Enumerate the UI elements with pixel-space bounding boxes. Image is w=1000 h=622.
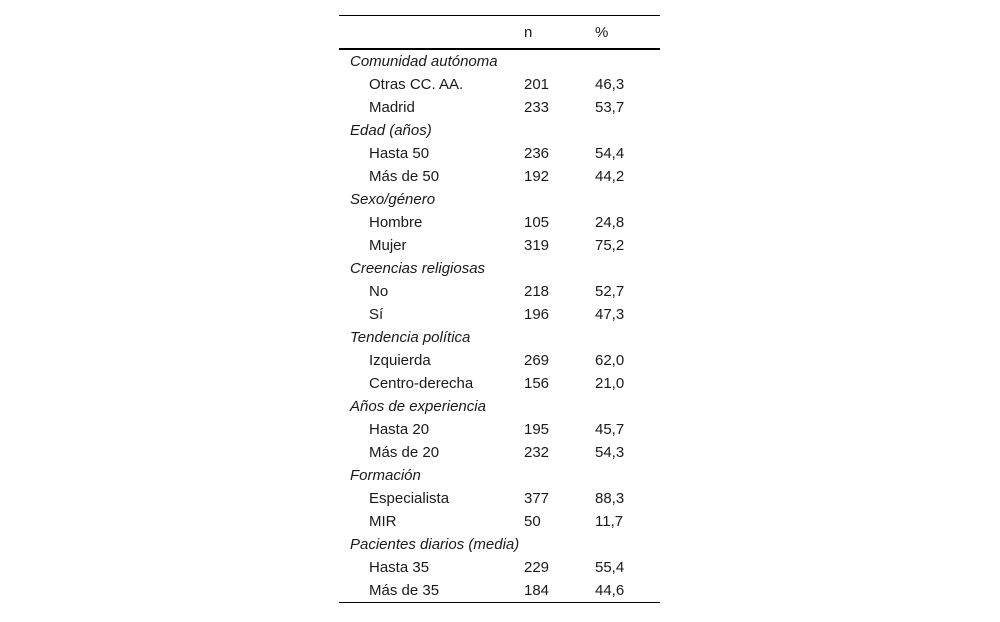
table-body	[339, 49, 660, 603]
group-row	[339, 49, 660, 73]
group-row	[339, 257, 660, 280]
table-row	[339, 96, 660, 119]
row-pct: 55,4	[595, 559, 625, 576]
row-label: Sí	[369, 306, 384, 323]
table-row	[339, 165, 660, 188]
row-pct: 44,6	[595, 579, 660, 603]
group-title: Pacientes diarios (media)	[350, 536, 520, 553]
table-row	[339, 349, 660, 372]
data-table-container	[339, 15, 660, 603]
group-row	[339, 119, 660, 142]
row-label: Más de 35	[339, 579, 524, 603]
row-n: 319	[524, 237, 550, 254]
row-label: Más de 20	[369, 444, 440, 461]
group-title: Edad (años)	[350, 122, 432, 139]
row-label: Hombre	[369, 214, 423, 231]
row-n: 192	[524, 168, 550, 185]
table-header	[339, 16, 660, 50]
row-n: 377	[524, 490, 550, 507]
row-n: 233	[524, 99, 550, 116]
row-n: 196	[524, 306, 550, 323]
row-label: Izquierda	[369, 352, 431, 369]
group-title: Años de experiencia	[350, 398, 486, 415]
row-pct: 53,7	[595, 99, 625, 116]
table-row	[339, 418, 660, 441]
table-row	[339, 73, 660, 96]
group-row	[339, 188, 660, 211]
row-pct: 21,0	[595, 375, 625, 392]
row-n: 50	[524, 513, 541, 530]
table-row	[339, 280, 660, 303]
row-n: 236	[524, 145, 550, 162]
row-label: Hasta 35	[369, 559, 430, 576]
row-label: Mujer	[369, 237, 407, 254]
table-row	[339, 510, 660, 533]
row-pct: 52,7	[595, 283, 625, 300]
row-label: Otras CC. AA.	[369, 76, 464, 93]
group-title: Comunidad autónoma	[350, 53, 498, 70]
row-label: Hasta 50	[369, 145, 430, 162]
table-row	[339, 487, 660, 510]
table-row	[339, 211, 660, 234]
table-row	[339, 556, 660, 579]
row-pct: 47,3	[595, 306, 625, 323]
row-pct: 24,8	[595, 214, 625, 231]
row-n: 201	[524, 76, 550, 93]
row-label: Más de 50	[369, 168, 440, 185]
row-label: Especialista	[369, 490, 450, 507]
row-label: MIR	[369, 513, 397, 530]
group-row	[339, 533, 660, 556]
row-pct: 54,3	[595, 444, 625, 461]
row-pct: 75,2	[595, 237, 625, 254]
group-title: Creencias religiosas	[350, 260, 486, 277]
table-row	[339, 234, 660, 257]
row-n: 218	[524, 283, 550, 300]
group-row	[339, 326, 660, 349]
row-n: 105	[524, 214, 550, 231]
row-n: 195	[524, 421, 550, 438]
table-row	[339, 579, 660, 603]
header-row	[339, 16, 660, 50]
row-pct: 45,7	[595, 421, 625, 438]
row-n: 156	[524, 375, 550, 392]
row-n: 229	[524, 559, 550, 576]
row-pct: 46,3	[595, 76, 625, 93]
row-pct: 88,3	[595, 490, 625, 507]
table-row	[339, 441, 660, 464]
group-row	[339, 395, 660, 418]
row-n: 232	[524, 444, 550, 461]
table-row	[339, 142, 660, 165]
header-n: n	[524, 16, 595, 50]
row-pct: 44,2	[595, 168, 625, 185]
demographics-table	[339, 15, 660, 603]
row-label: Centro-derecha	[369, 375, 474, 392]
row-n: 269	[524, 352, 550, 369]
row-label: No	[369, 283, 389, 300]
group-title: Tendencia política	[350, 329, 471, 346]
row-n: 184	[524, 579, 595, 603]
row-label: Madrid	[369, 99, 415, 116]
group-title: Sexo/género	[350, 191, 436, 208]
header-pct: %	[595, 16, 660, 50]
row-label: Hasta 20	[369, 421, 430, 438]
row-pct: 11,7	[595, 513, 624, 530]
group-title: Formación	[350, 467, 421, 484]
table-row	[339, 303, 660, 326]
header-label	[339, 16, 524, 50]
table-row	[339, 372, 660, 395]
row-pct: 62,0	[595, 352, 625, 369]
group-row	[339, 464, 660, 487]
row-pct: 54,4	[595, 145, 625, 162]
